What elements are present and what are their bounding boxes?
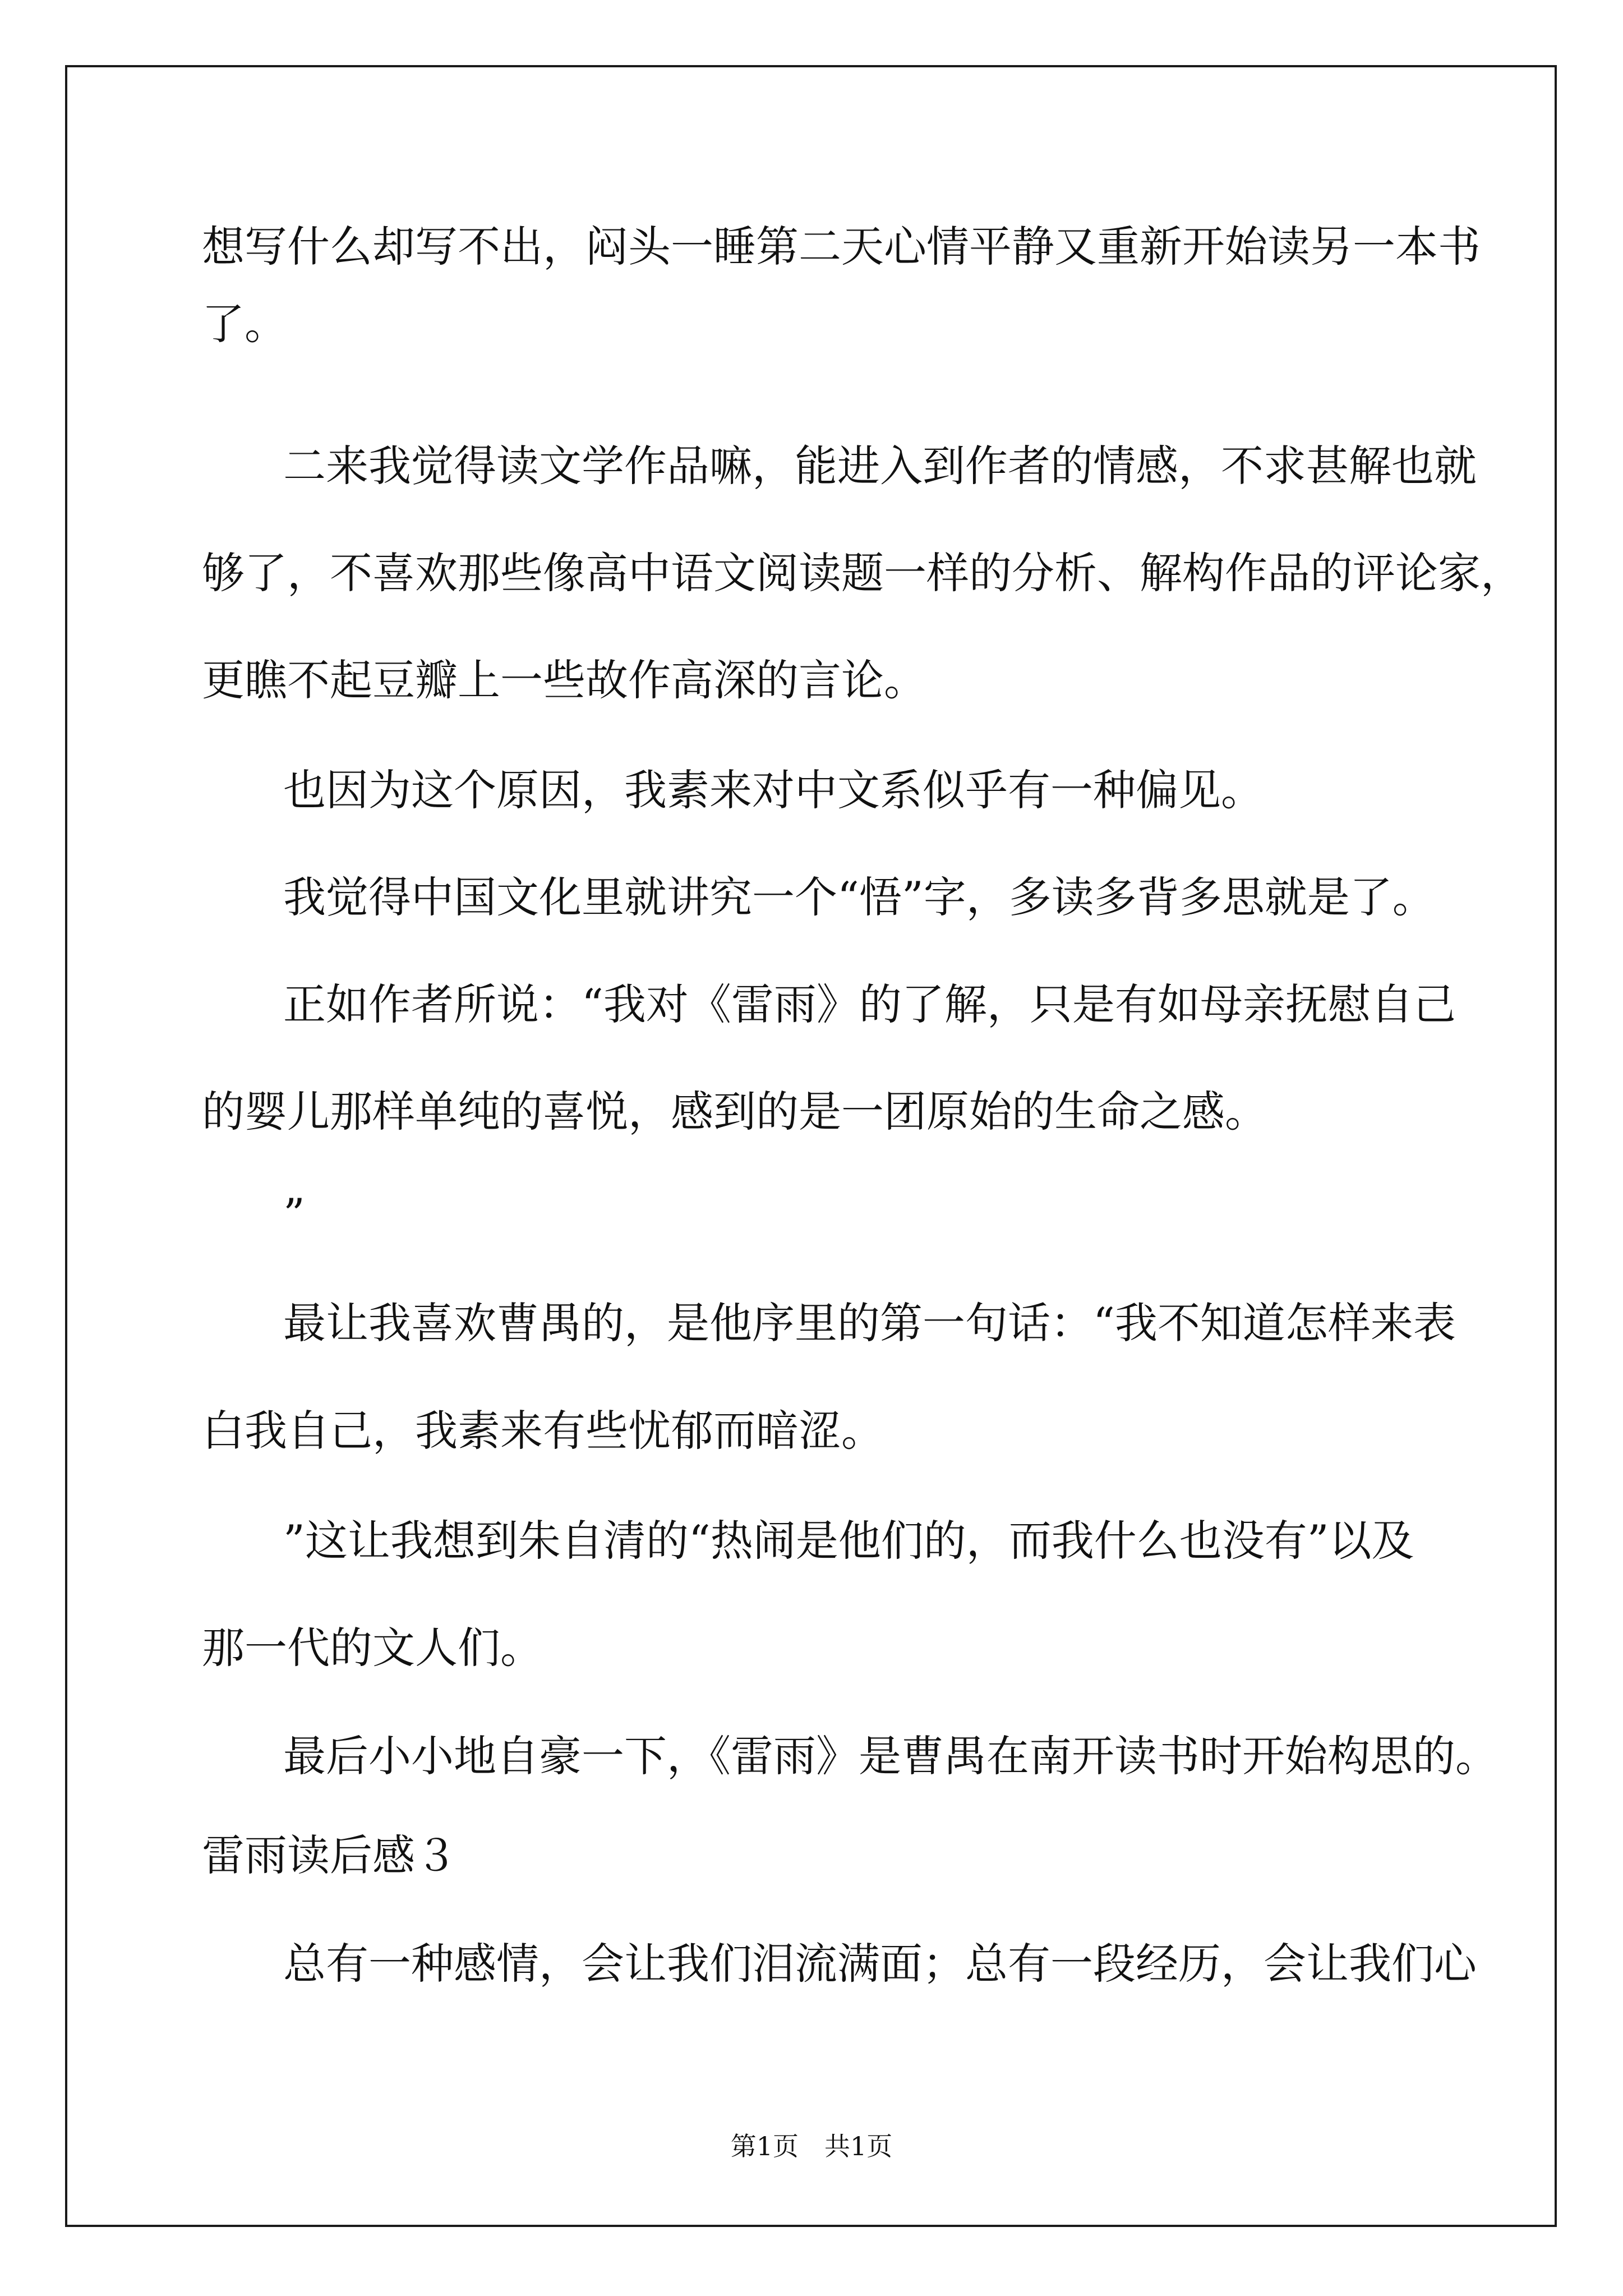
text-line-2: 了。: [202, 299, 287, 349]
text-line-14: 那一代的文人们。: [202, 1623, 543, 1673]
text-line-4: 够了，不喜欢那些像高中语文阅读题一样的分析、解构作品的评论家，: [202, 548, 1523, 598]
page-footer: 第1页 共1页: [730, 2131, 893, 2161]
page-border: [65, 65, 1557, 2227]
text-line-8: 正如作者所说：“我对《雷雨》的了解，只是有如母亲抚慰自己: [283, 979, 1456, 1029]
text-line-1: 想写什么却写不出，闷头一睡第二天心情平静又重新开始读另一本书: [202, 222, 1481, 272]
text-line-15: 最后小小地自豪一下，《雷雨》是曹禺在南开读书时开始构思的。: [283, 1731, 1498, 1781]
text-line-3: 二来我觉得读文学作品嘛，能进入到作者的情感，不求甚解也就: [283, 441, 1477, 491]
text-line-7: 我觉得中国文化里就讲究一个“悟”字，多读多背多思就是了。: [283, 872, 1435, 922]
text-line-9: 的婴儿那样单纯的喜悦，感到的是一团原始的生命之感。: [202, 1087, 1267, 1137]
text-line-10: ”: [283, 1189, 305, 1239]
text-line-11: 最让我喜欢曹禺的，是他序里的第一句话：“我不知道怎样来表: [283, 1298, 1456, 1348]
text-line-17: 总有一种感情，会让我们泪流满面；总有一段经历，会让我们心: [283, 1939, 1477, 1989]
section-heading: 雷雨读后感３: [202, 1830, 458, 1880]
text-line-5: 更瞧不起豆瓣上一些故作高深的言论。: [202, 655, 926, 705]
text-line-13: ”这让我想到朱自清的“热闹是他们的，而我什么也没有”以及: [283, 1516, 1414, 1566]
text-line-12: 白我自己，我素来有些忧郁而暗涩。: [202, 1406, 884, 1456]
text-line-6: 也因为这个原因，我素来对中文系似乎有一种偏见。: [283, 765, 1264, 815]
